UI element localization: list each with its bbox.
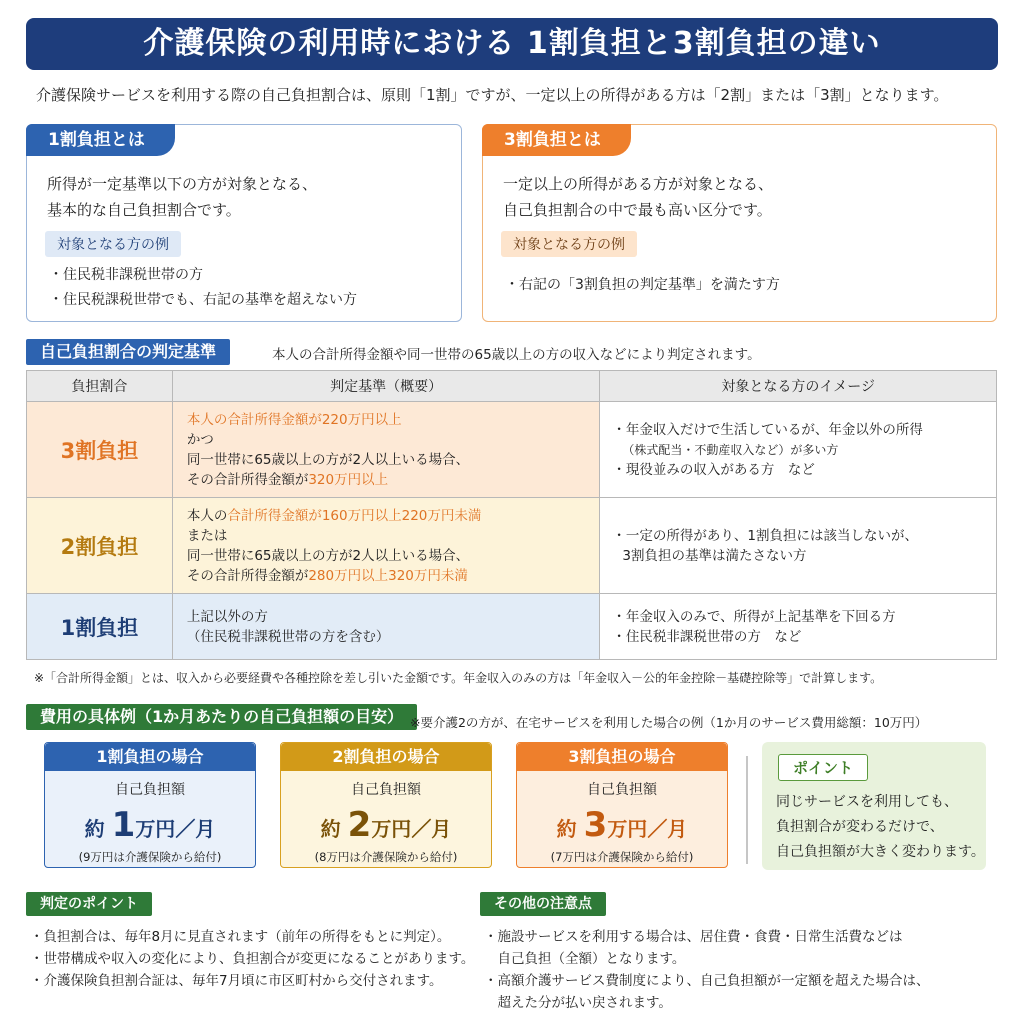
one-wari-definition-box (26, 124, 462, 322)
column-header: 判定基準（概要） (172, 371, 600, 402)
criteria-cell: 上記以外の方 （住民税非課税世帯の方を含む） (172, 594, 600, 660)
intro-text: 介護保険サービスを利用する際の自己負担割合は、原則「1割」ですが、一定以上の所得がある方は「2割」または「3割」となります。 (36, 86, 949, 104)
one-wari-tab: 1割負担とは (26, 124, 175, 156)
image-cell: ・年金収入のみで、所得が上記基準を下回る方 ・住民税非課税世帯の方 など (600, 594, 997, 660)
cost-card-label: 自己負担額 (115, 782, 185, 798)
list-item: ・世帯構成や収入の変化により、負担割合が変更になることがあります。 (30, 951, 475, 967)
cost-card-amount: 約 1万円／月 (84, 805, 216, 845)
cost-card-heading: 2割負担の場合 (281, 743, 491, 771)
rate-cell: 2割負担 (27, 498, 173, 594)
list-item: ・右記の「3割負担の判定基準」を満たす方 (505, 277, 780, 293)
list-item: ・介護保険負担割合証は、毎年7月頃に市区町村から交付されます。 (30, 973, 443, 989)
list-item: ・住民税課税世帯でも、右記の基準を超えない方 (49, 292, 357, 308)
san-wari-example-heading: 対象となる方の例 (501, 231, 637, 257)
san-wari-description: 一定以上の所得がある方が対象となる、 自己負担割合の中で最も高い区分です。 (503, 175, 774, 219)
column-header: 対象となる方のイメージ (600, 371, 997, 402)
table-header-row (27, 371, 997, 402)
page-title: 介護保険の利用時における 1割負担と3割負担の違い (26, 18, 998, 70)
cost-card-note: (7万円は介護保険から給付) (550, 850, 694, 864)
judge-points-list (30, 926, 474, 992)
point-tag: ポイント (778, 754, 868, 781)
image-cell: ・年金収入だけで生活しているが、年金以外の所得 （株式配当・不動産収入など）が多い方 ・現役並みの収入がある方 など (600, 402, 997, 498)
criteria-table (26, 370, 997, 660)
column-header: 負担割合 (27, 371, 173, 402)
table-row (27, 498, 997, 594)
divider (746, 756, 748, 864)
other-notes-list (484, 926, 930, 1014)
cost-card-note: (9万円は介護保険から給付) (78, 850, 222, 864)
one-wari-example-list (49, 263, 357, 313)
point-text: 同じサービスを利用しても、 負担割合が変わるだけで、 自己負担額が大きく変わります。 (776, 794, 985, 860)
san-wari-example-list (505, 273, 780, 298)
other-notes-label: その他の注意点 (480, 892, 606, 916)
san-wari-tab: 3割負担とは (482, 124, 631, 156)
one-wari-example-heading: 対象となる方の例 (45, 231, 181, 257)
rate-cell: 3割負担 (27, 402, 173, 498)
table-row (27, 594, 997, 660)
list-item: 超えた分が払い戻されます。 (484, 995, 672, 1011)
judge-points-label: 判定のポイント (26, 892, 152, 916)
image-cell: ・一定の所得があり、1割負担には該当しないが、 3割負担の基準は満たさない方 (600, 498, 997, 594)
list-item: ・高額介護サービス費制度により、自己負担額が一定額を超えた場合は、 (484, 973, 930, 989)
list-item: ・施設サービスを利用する場合は、居住費・食費・日常生活費などは (484, 929, 903, 945)
criteria-cell: 本人の合計所得金額が220万円以上 かつ 同一世帯に65歳以上の方が2人以上いる場合、 その合計所得金額が320万円以上 (172, 402, 600, 498)
cost-note: ※要介護2の方が、在宅サービスを利用した場合の例（1か月のサービス費用総額：10万円） (410, 715, 928, 730)
cost-card-heading: 3割負担の場合 (517, 743, 727, 771)
cost-card-2wari (280, 742, 492, 868)
list-item: ・住民税非課税世帯の方 (49, 267, 203, 283)
cost-card-1wari (44, 742, 256, 868)
cost-card-label: 自己負担額 (351, 782, 421, 798)
table-row (27, 402, 997, 498)
point-box (762, 742, 986, 870)
cost-card-heading: 1割負担の場合 (45, 743, 255, 771)
cost-card-label: 自己負担額 (587, 782, 657, 798)
cost-card-note: (8万円は介護保険から給付) (314, 850, 458, 864)
san-wari-definition-box (482, 124, 997, 322)
rate-cell: 1割負担 (27, 594, 173, 660)
footnote: ※「合計所得金額」とは、収入から必要経費や各種控除を差し引いた金額です。年金収入のみの方は「年金収入－公的年金控除－基礎控除等」で計算します。 (34, 671, 883, 685)
list-item: 自己負担（全額）となります。 (484, 951, 686, 967)
cost-section-label: 費用の具体例（1か月あたりの自己負担額の目安） (26, 704, 417, 730)
list-item: ・負担割合は、毎年8月に見直されます（前年の所得をもとに判定）。 (30, 929, 451, 945)
criteria-section-label: 自己負担割合の判定基準 (26, 339, 230, 365)
cost-card-amount: 約 3万円／月 (556, 805, 688, 845)
criteria-cell: 本人の合計所得金額が160万円以上220万円未満 または 同一世帯に65歳以上の方が2人以上いる場合、 その合計所得金額が280万円以上320万円未満 (172, 498, 600, 594)
criteria-note: 本人の合計所得金額や同一世帯の65歳以上の方の収入などにより判定されます。 (272, 347, 761, 363)
cost-card-3wari (516, 742, 728, 868)
cost-card-amount: 約 2万円／月 (320, 805, 452, 845)
one-wari-description: 所得が一定基準以下の方が対象となる、 基本的な自己負担割合です。 (47, 175, 318, 219)
